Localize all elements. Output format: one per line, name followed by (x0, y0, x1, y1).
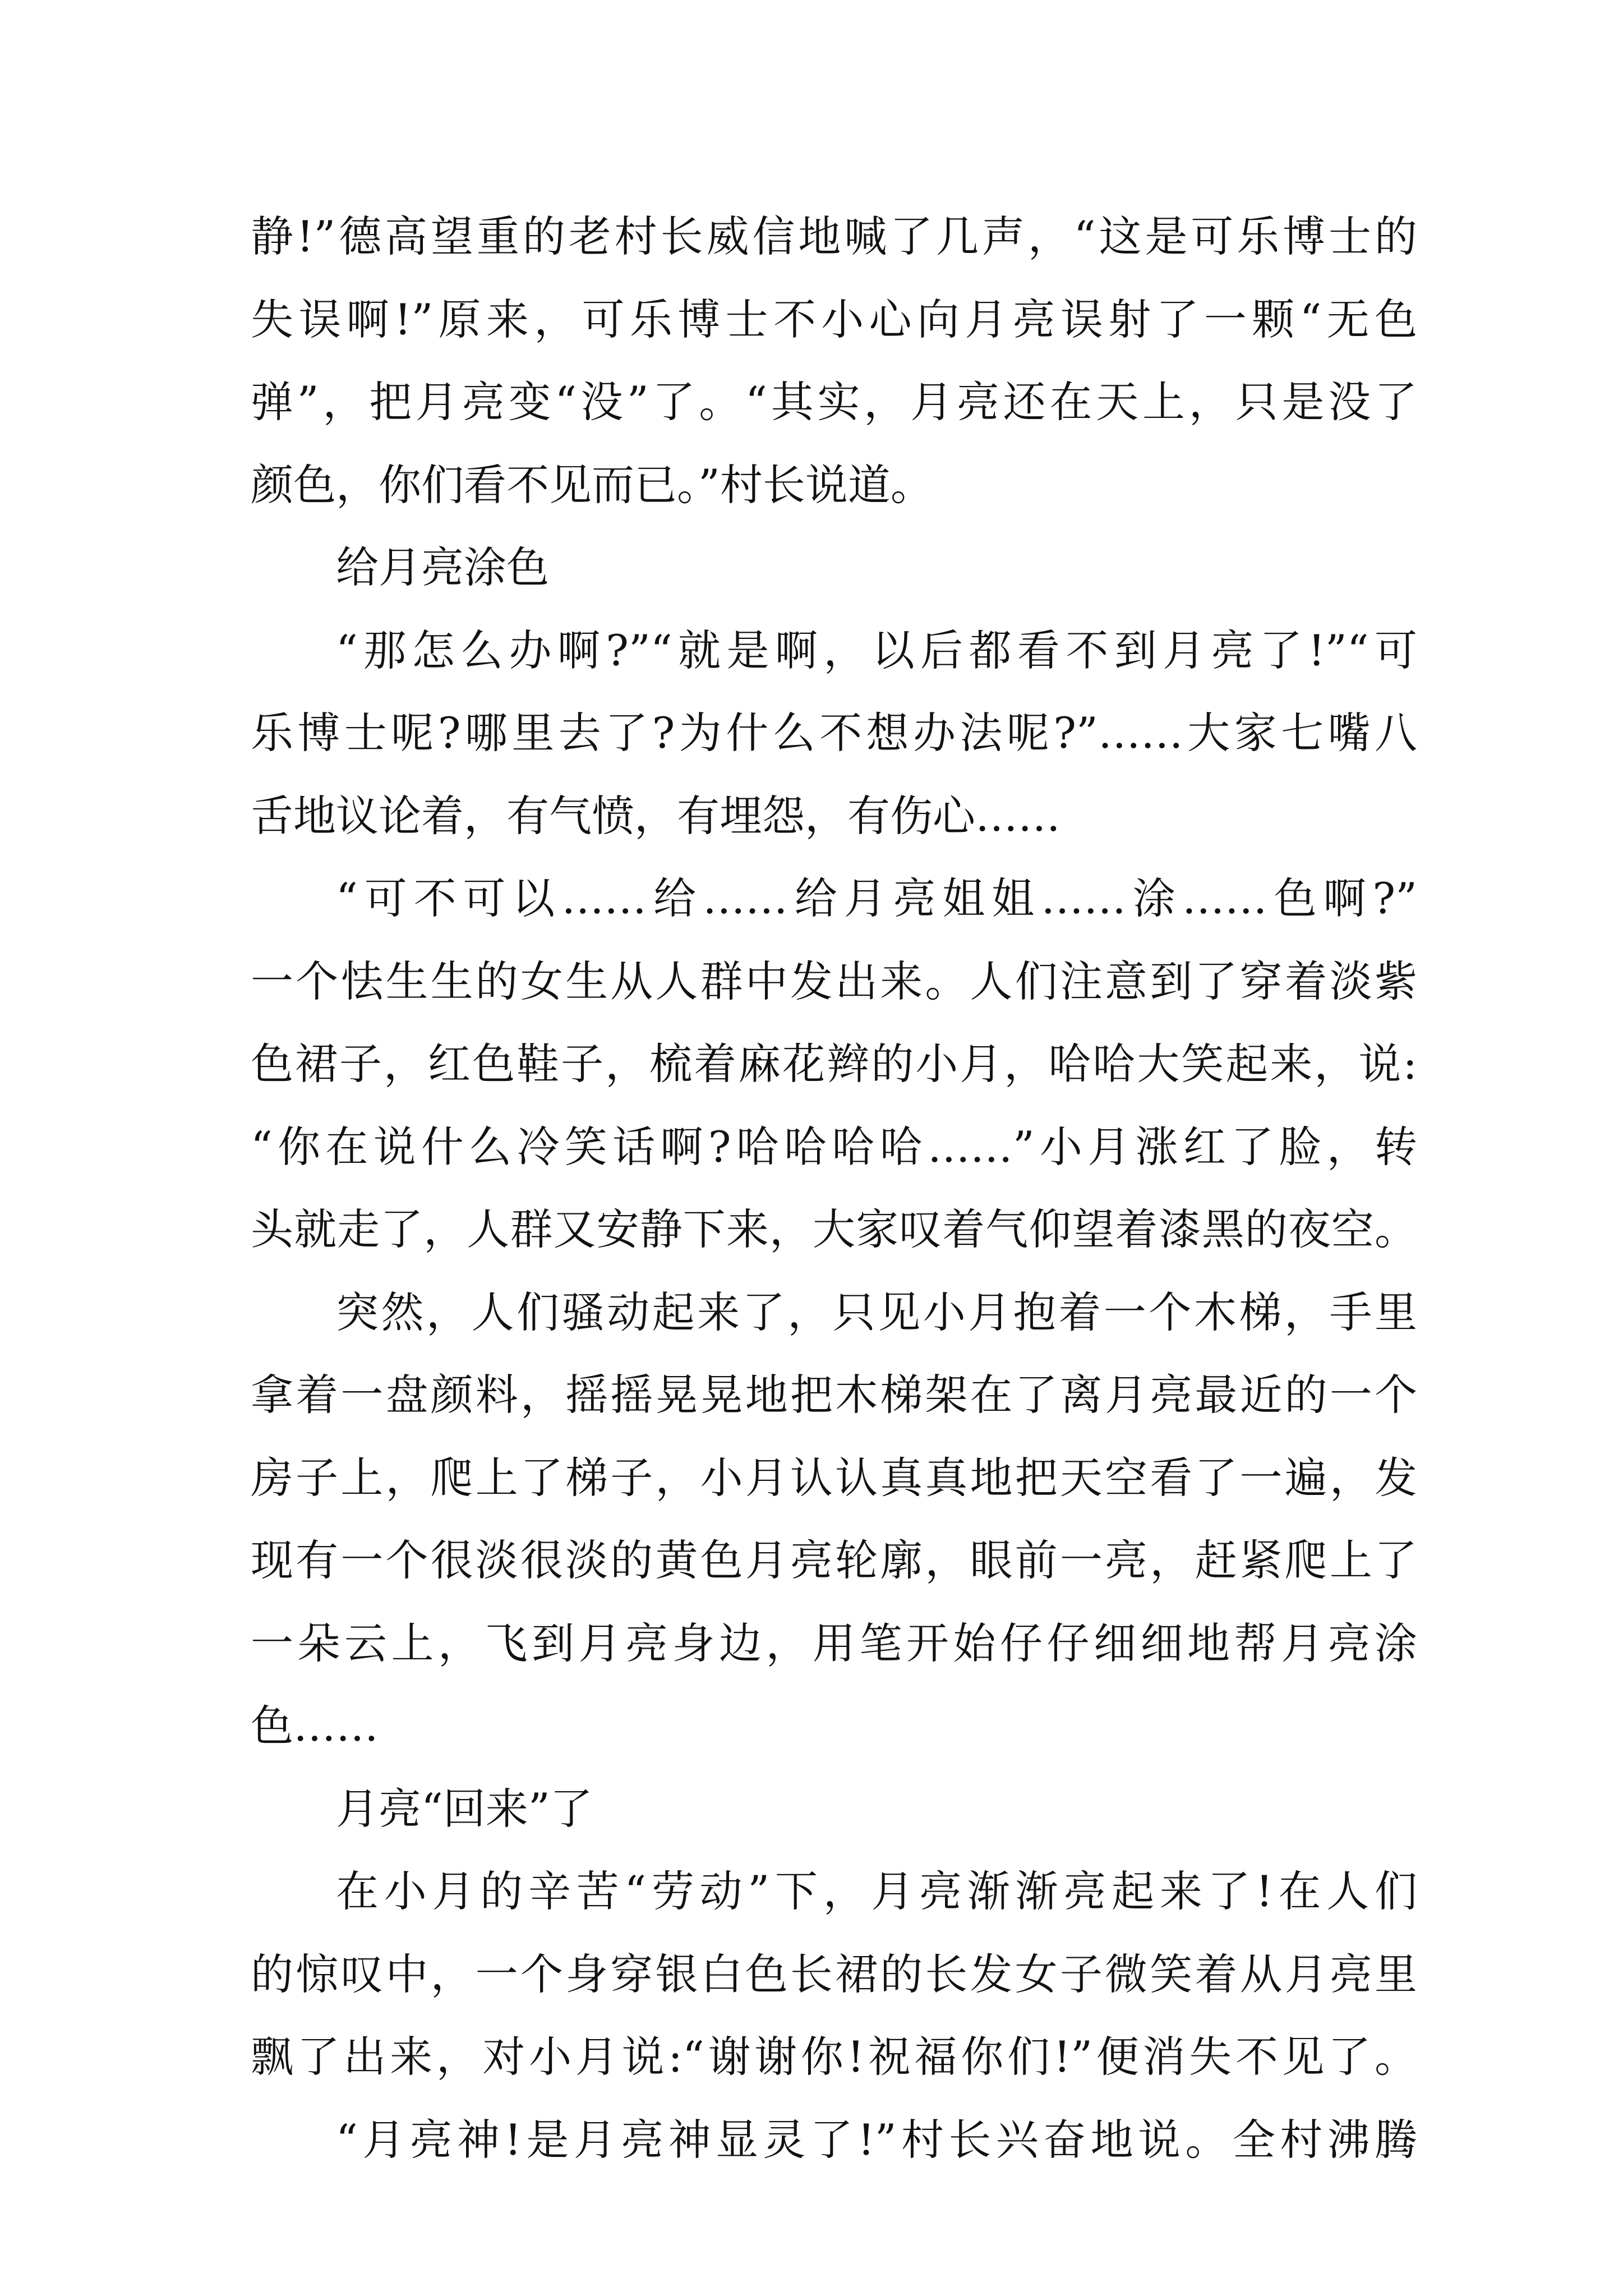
text-line: 一朵云上，飞到月亮身边，用笔开始仔仔细细地帮月亮涂 (251, 1618, 1417, 1668)
text-line: 舌地议论着，有气愤，有埋怨，有伤心…… (251, 790, 1061, 841)
text-line: “可不可以……给……给月亮姐姐……涂……色啊?” (336, 873, 1417, 923)
text-line: 色…… (251, 1701, 379, 1751)
text-line: 在小月的辛苦“劳动”下，月亮渐渐亮起来了!在人们 (336, 1866, 1417, 1916)
text-line: “那怎么办啊?”“就是啊，以后都看不到月亮了!”“可 (336, 625, 1417, 675)
story-text (251, 195, 1417, 2181)
text-line: “你在说什么冷笑话啊?哈哈哈哈……”小月涨红了脸，转 (251, 1121, 1417, 1172)
text-line: 房子上，爬上了梯子，小月认认真真地把天空看了一遍，发 (251, 1452, 1417, 1503)
text-line: 色裙子，红色鞋子，梳着麻花辫的小月，哈哈大笑起来，说: (251, 1039, 1417, 1089)
text-line: 失误啊!”原来，可乐博士不小心向月亮误射了一颗“无色 (251, 294, 1417, 344)
text-line: 弹”，把月亮变“没”了。“其实，月亮还在天上，只是没了 (251, 377, 1417, 427)
text-line: 静!”德高望重的老村长威信地喊了几声，“这是可乐博士的 (251, 211, 1417, 261)
text-line: 飘了出来，对小月说:“谢谢你!祝福你们!”便消失不见了。 (251, 2032, 1417, 2082)
text-line: “月亮神!是月亮神显灵了!”村长兴奋地说。全村沸腾 (336, 2114, 1417, 2165)
text-line: 现有一个很淡很淡的黄色月亮轮廓，眼前一亮，赶紧爬上了 (251, 1535, 1417, 1585)
text-line: 的惊叹中，一个身穿银白色长裙的长发女子微笑着从月亮里 (251, 1949, 1417, 1999)
text-line: 乐博士呢?哪里去了?为什么不想办法呢?”……大家七嘴八 (251, 708, 1417, 758)
text-line: 头就走了，人群又安静下来，大家叹着气仰望着漆黑的夜空。 (251, 1204, 1417, 1254)
text-line: 给月亮涂色 (336, 542, 549, 592)
text-line: 突然，人们骚动起来了，只见小月抱着一个木梯，手里 (336, 1287, 1417, 1337)
text-line: 拿着一盘颜料，摇摇晃晃地把木梯架在了离月亮最近的一个 (251, 1370, 1417, 1420)
text-line: 月亮“回来”了 (336, 1783, 593, 1834)
text-line: 一个怯生生的女生从人群中发出来。人们注意到了穿着淡紫 (251, 956, 1417, 1006)
text-line: 颜色，你们看不见而已。”村长说道。 (251, 459, 933, 510)
